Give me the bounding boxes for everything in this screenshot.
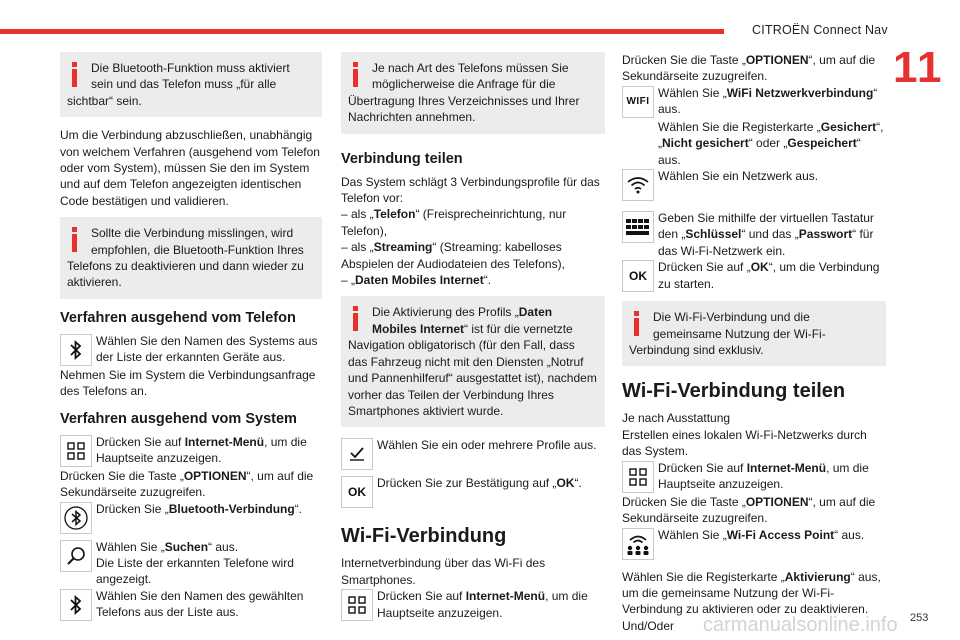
info-icon <box>629 309 651 339</box>
heading-share-connection: Verbindung teilen <box>341 150 463 167</box>
grid-menu-icon <box>341 589 373 621</box>
step-options: Drücken Sie die Taste „OPTIONEN“, um auf die Sekundärseite zuzugreifen. <box>622 494 876 526</box>
bluetooth-icon <box>60 334 92 366</box>
bluetooth-icon <box>60 589 92 621</box>
step-select-profiles: Wählen Sie ein oder mehrere Profile aus. <box>341 437 605 453</box>
info-icon <box>348 60 370 90</box>
heading-procedure-system: Verfahren ausgehend vom System <box>60 410 297 427</box>
info-text: Die Bluetooth-Funktion muss aktiviert sein und das Telefon muss „für alle sichtbar“ sein. <box>67 61 290 108</box>
paragraph-equipment: Je nach Ausstattung <box>622 411 731 426</box>
paragraph-and-or: Und/Oder <box>622 618 675 633</box>
step-select-tab: Wählen Sie die Registerkarte „Gesichert“, „Nicht gesichert“ oder „Gespeichert“ aus. <box>622 119 886 168</box>
access-point-icon <box>622 528 654 560</box>
chapter-number: 11 <box>893 43 944 92</box>
step-options: Drücken Sie die Taste „OPTIONEN“, um auf die Sekundärseite zuzugreifen. <box>60 468 314 500</box>
step-ok-connect: OK Drücken Sie auf „OK“, um die Verbindung zu starten. <box>622 259 886 292</box>
search-icon <box>60 540 92 572</box>
paragraph-verification: Um die Verbindung abzuschließen, unabhängig von welchem Verfahren (ausgehend vom Telefon oder vom System), müssen Sie den im System und auf dem Telefon angezeigten identischen Code bestätigen und validieren. <box>60 128 320 208</box>
watermark: carmanualsonline.info <box>703 614 898 636</box>
checkbox-icon <box>341 438 373 470</box>
paragraph-local-network: Erstellen eines lokalen Wi-Fi-Netzwerks durch das System. <box>622 427 867 459</box>
grid-menu-icon <box>622 461 654 493</box>
column-1 <box>60 52 322 622</box>
list-item-mobile-data: – „Daten Mobiles Internet“. <box>341 273 492 288</box>
paragraph-accept-request: Nehmen Sie im System die Verbindungsanfrage des Telefons an. <box>60 367 316 399</box>
step-select-system: Wählen Sie den Namen des Systems aus der Liste der erkannten Geräte aus. <box>60 333 322 366</box>
step-wifi-network-connection: WIFI Wählen Sie „WiFi Netzwerkverbindung“ aus. <box>622 85 886 118</box>
info-box-failure <box>60 217 322 299</box>
ok-icon: OK <box>622 260 654 292</box>
grid-menu-icon <box>60 435 92 467</box>
paragraph-profiles-intro: Das System schlägt 3 Verbindungsprofile für das Telefon vor: <box>341 174 600 206</box>
list-item-streaming: – als „Streaming“ (Streaming: kabelloses Abspielen der Audiodateien des Telefons), <box>341 240 565 271</box>
info-box-mobile-data: Die Aktivierung des Profils „Daten Mobiles Internet“ ist für die vernetzte Navigation obligatorisch (für den Fall, dass das Fahrzeug nicht mit den Diensten „Notruf und Pannenhilferuf“ ausgestattet ist), nachdem vorher das Teilen der Verbindung Ihres Smartphones aktiviert wurde. <box>341 296 605 427</box>
info-icon <box>348 304 370 334</box>
info-text: Sollte die Verbindung misslingen, wird empfohlen, die Bluetooth-Funktion Ihres Telefons zu deaktivieren und dann wieder zu aktivieren. <box>67 226 304 290</box>
keyboard-icon <box>622 211 654 243</box>
step-select-network: Wählen Sie ein Netzwerk aus. <box>622 168 886 184</box>
paragraph-activation: Wählen Sie die Registerkarte „Aktivierung“ aus, um die gemeinsame Nutzung der Wi-Fi-Verbindung zu aktivieren oder zu deaktivieren. <box>622 569 881 617</box>
step-search: Wählen Sie „Suchen“ aus. Die Liste der erkannten Telefone wird angezeigt. <box>60 539 322 588</box>
info-box-bluetooth <box>60 52 322 117</box>
info-text: Je nach Art des Telefons müssen Sie möglicherweise die Anfrage für die Übertragung Ihres Verzeichnisses und Ihrer Nachrichten annehmen. <box>348 61 580 125</box>
wifi-label-icon: WIFI <box>622 86 654 118</box>
blank-icon-slot <box>622 120 654 152</box>
header-title: CITROËN Connect Nav <box>752 23 888 37</box>
heading-wifi-connection: Wi-Fi-Verbindung <box>341 525 507 548</box>
wifi-icon <box>622 169 654 201</box>
page-number: 253 <box>910 612 929 624</box>
step-enter-key: Geben Sie mithilfe der virtuellen Tastatur den „Schlüssel“ und das „Passwort“ für das Wi-Fi-Netzwerk ein. <box>622 210 886 259</box>
step-internet-menu: Drücken Sie auf Internet-Menü, um die Hauptseite anzuzeigen. <box>60 434 322 467</box>
step-select-phone: Wählen Sie den Namen des gewählten Telefons aus der Liste aus. <box>60 588 322 621</box>
column-3 <box>622 52 886 634</box>
header-accent-bar <box>0 29 724 34</box>
list-item-telefon: – als „Telefon“ (Freisprecheinrichtung, nur Telefon), <box>341 207 567 238</box>
step-access-point: Wählen Sie „Wi-Fi Access Point“ aus. <box>622 527 886 543</box>
heading-procedure-phone: Verfahren ausgehend vom Telefon <box>60 309 296 326</box>
step-internet-menu: Drücken Sie auf Internet-Menü, um die Hauptseite anzuzeigen. <box>622 460 886 493</box>
info-text: Die Wi-Fi-Verbindung und die gemeinsame Nutzung der Wi-Fi-Verbindung sind exklusiv. <box>629 310 826 358</box>
info-icon <box>67 225 89 255</box>
step-internet-menu: Drücken Sie auf Internet-Menü, um die Hauptseite anzuzeigen. <box>341 588 605 621</box>
info-icon <box>67 60 89 90</box>
step-options: Drücken Sie die Taste „OPTIONEN“, um auf die Sekundärseite zuzugreifen. <box>622 53 876 84</box>
bluetooth-connection-icon <box>60 502 92 534</box>
info-box-directory <box>341 52 605 134</box>
step-confirm-ok: OK Drücken Sie zur Bestätigung auf „OK“. <box>341 475 605 491</box>
ok-icon: OK <box>341 476 373 508</box>
step-bluetooth-connection: Drücken Sie „Bluetooth-Verbindung“. <box>60 501 322 517</box>
paragraph-wifi-intro: Internetverbindung über das Wi-Fi des Smartphones. <box>341 556 546 587</box>
info-box-exclusive <box>622 301 886 366</box>
column-2 <box>341 52 605 622</box>
heading-wifi-sharing: Wi-Fi-Verbindung teilen <box>622 380 846 403</box>
